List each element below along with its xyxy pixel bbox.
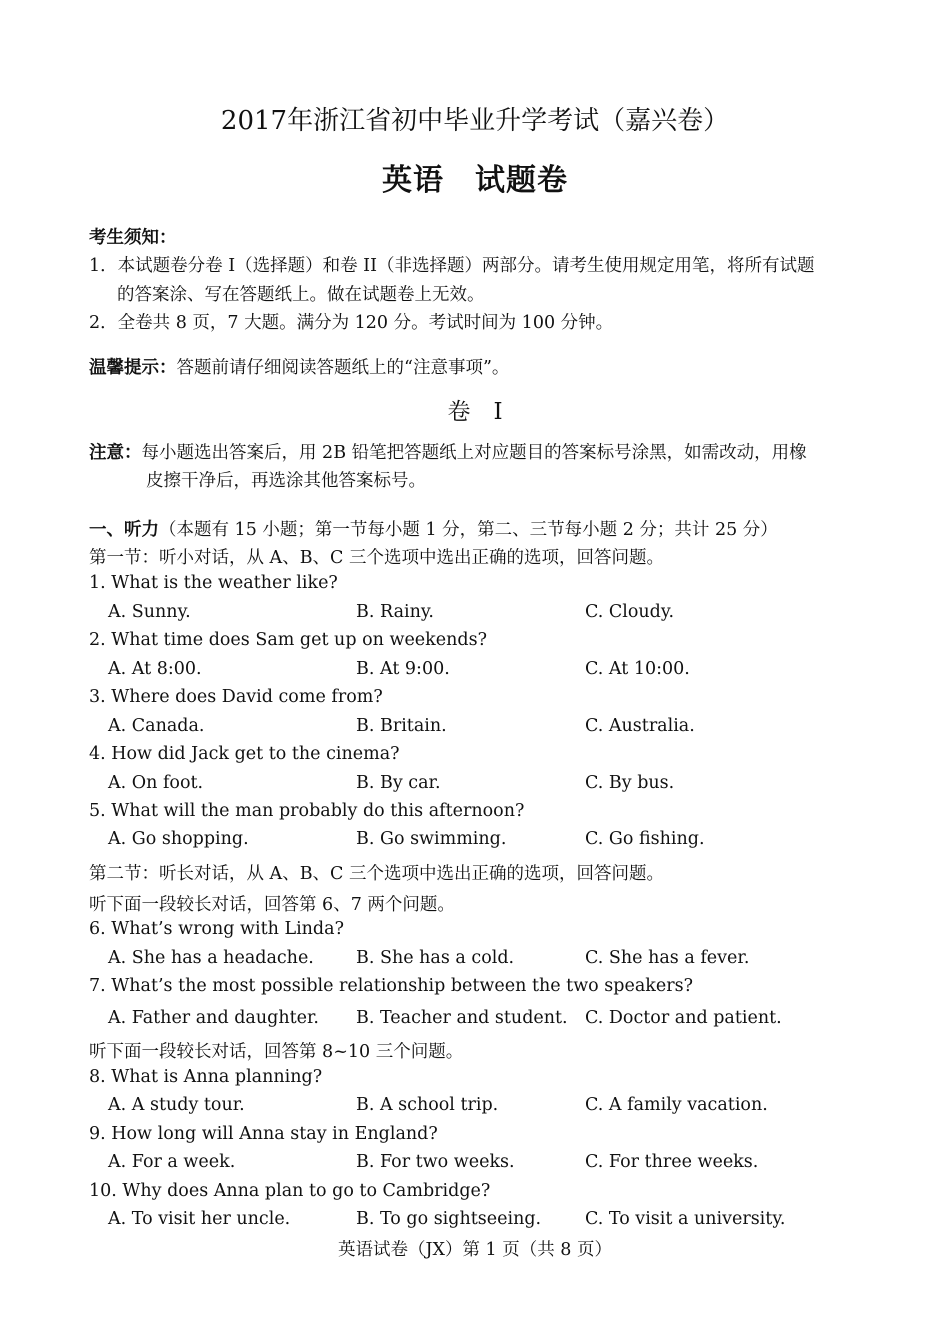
tip-text: 答题前请仔细阅读答题纸上的“注意事项”。	[176, 358, 510, 378]
question: 2. What time does Sam get up on weekends?	[89, 630, 487, 650]
notice-heading: 考生须知：	[89, 228, 177, 248]
attention-line-1	[89, 439, 807, 464]
option-a: A. Sunny.	[108, 602, 191, 622]
option-a: A. On foot.	[108, 773, 204, 793]
question: 8. What is Anna planning?	[89, 1067, 323, 1087]
part1-heading-text: （本题有 15 小题；第一节每小题 1 分，第二、三节每小题 2 分；共计 25 分）	[159, 520, 778, 540]
option-c: C. Doctor and patient.	[585, 1008, 782, 1028]
option-b: B. For two weeks.	[356, 1152, 515, 1172]
option-c: C. A family vacation.	[585, 1095, 768, 1115]
option-c: C. For three weeks.	[585, 1152, 759, 1172]
option-a: A. Canada.	[108, 716, 205, 736]
instruction-6-7: 听下面一段较长对话，回答第 6、7 两个问题。	[89, 895, 455, 915]
option-b: B. Go swimming.	[356, 829, 507, 849]
tip-line	[89, 354, 509, 379]
attention-text: 每小题选出答案后，用 2B 铅笔把答题纸上对应题目的答案标号涂黑，如需改动，用橡	[141, 443, 807, 463]
question: 9. How long will Anna stay in England?	[89, 1124, 438, 1144]
option-c: C. By bus.	[585, 773, 675, 793]
question: 4. How did Jack get to the cinema?	[89, 744, 400, 764]
option-c: C. Australia.	[585, 716, 695, 736]
option-a: A. At 8:00.	[108, 659, 202, 679]
option-c: C. She has a fever.	[585, 948, 750, 968]
option-a: A. For a week.	[108, 1152, 236, 1172]
attention-label: 注意：	[89, 443, 142, 463]
question: 6. What’s wrong with Linda?	[89, 919, 344, 939]
option-b: B. A school trip.	[356, 1095, 499, 1115]
option-b: B. She has a cold.	[356, 948, 515, 968]
section-1-instruction: 第一节：听小对话，从 A、B、C 三个选项中选出正确的选项，回答问题。	[89, 548, 665, 568]
option-b: B. By car.	[356, 773, 441, 793]
option-b: B. Teacher and student.	[356, 1008, 568, 1028]
notice-item-2: 2．全卷共 8 页，7 大题。满分为 120 分。考试时间为 100 分钟。	[89, 313, 614, 333]
part1-heading-label: 一、听力	[89, 520, 159, 540]
section-title: 卷 I	[447, 399, 503, 425]
page-footer: 英语试卷（JX）第 1 页（共 8 页）	[338, 1240, 612, 1260]
option-c: C. At 10:00.	[585, 659, 690, 679]
question: 10. Why does Anna plan to go to Cambridge?	[89, 1181, 491, 1201]
attention-line-2: 皮擦干净后，再选涂其他答案标号。	[146, 471, 426, 491]
question: 5. What will the man probably do this afternoon?	[89, 801, 525, 821]
option-b: B. Britain.	[356, 716, 447, 736]
option-c: C. To visit a university.	[585, 1209, 786, 1229]
option-b: B. At 9:00.	[356, 659, 450, 679]
instruction-8-10: 听下面一段较长对话，回答第 8~10 三个问题。	[89, 1042, 464, 1062]
option-c: C. Cloudy.	[585, 602, 675, 622]
option-a: A. Father and daughter.	[108, 1008, 319, 1028]
option-b: B. Rainy.	[356, 602, 434, 622]
option-a: A. A study tour.	[108, 1095, 245, 1115]
option-a: A. To visit her uncle.	[108, 1209, 291, 1229]
option-b: B. To go sightseeing.	[356, 1209, 542, 1229]
option-c: C. Go fishing.	[585, 829, 705, 849]
exam-subtitle: 英语 试题卷	[382, 163, 568, 198]
notice-item-1: 1．本试题卷分卷 I（选择题）和卷 II（非选择题）两部分。请考生使用规定用笔，将所有试题	[89, 256, 815, 276]
notice-item-1-cont: 的答案涂、写在答题纸上。做在试题卷上无效。	[117, 285, 485, 305]
part1-heading	[89, 516, 778, 541]
question: 7. What’s the most possible relationship between the two speakers?	[89, 976, 693, 996]
exam-title: 2017年浙江省初中毕业升学考试（嘉兴卷）	[220, 106, 730, 136]
question: 1. What is the weather like?	[89, 573, 338, 593]
question: 3. Where does David come from?	[89, 687, 383, 707]
option-a: A. She has a headache.	[108, 948, 314, 968]
option-a: A. Go shopping.	[108, 829, 249, 849]
tip-label: 温馨提示：	[89, 358, 177, 378]
section-2-instruction: 第二节：听长对话，从 A、B、C 三个选项中选出正确的选项，回答问题。	[89, 864, 665, 884]
